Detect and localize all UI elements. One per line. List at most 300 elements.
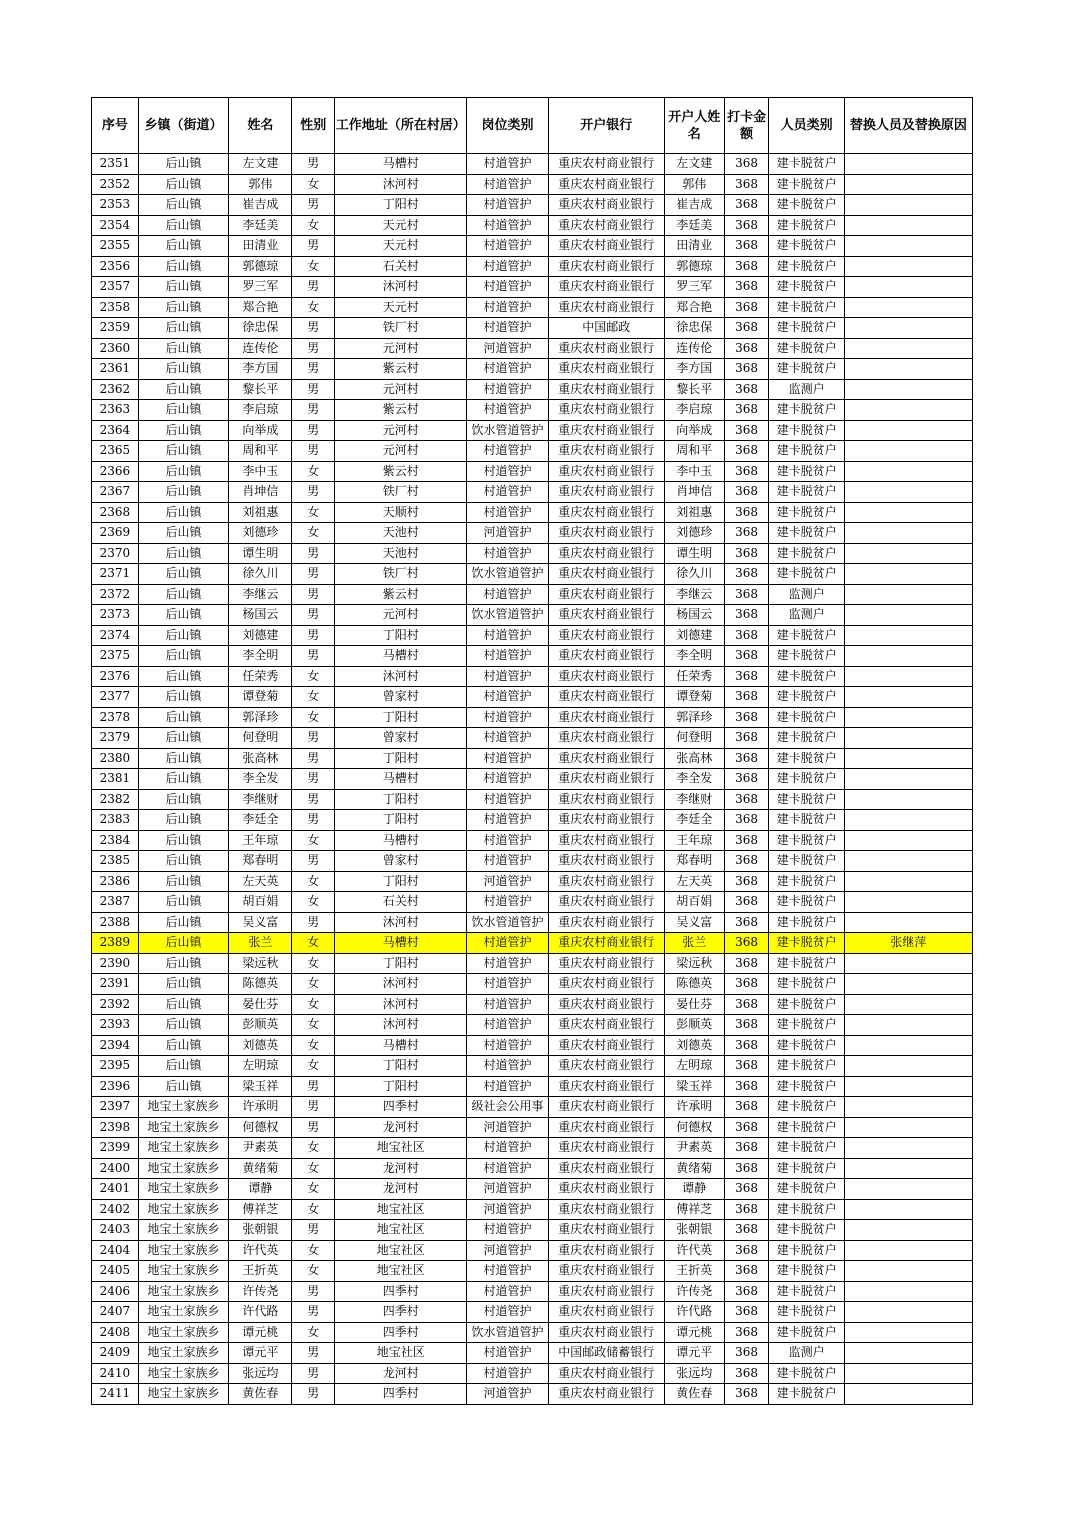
cell-replacement bbox=[844, 420, 972, 441]
cell-account-holder: 晏仕芬 bbox=[664, 994, 724, 1015]
cell-person-category: 建卡脱贫户 bbox=[769, 830, 844, 851]
cell-bank: 重庆农村商业银行 bbox=[548, 1384, 664, 1405]
cell-seq: 2390 bbox=[92, 953, 139, 974]
cell-replacement bbox=[844, 830, 972, 851]
cell-person-category: 建卡脱贫户 bbox=[769, 461, 844, 482]
cell-account-holder: 李启琼 bbox=[664, 400, 724, 421]
cell-seq: 2402 bbox=[92, 1199, 139, 1220]
cell-bank: 重庆农村商业银行 bbox=[548, 625, 664, 646]
cell-township: 后山镇 bbox=[138, 420, 229, 441]
cell-replacement bbox=[844, 1384, 972, 1405]
cell-post-type: 饮水管道管护 bbox=[467, 420, 548, 441]
cell-gender: 女 bbox=[292, 892, 335, 913]
cell-person-category: 建卡脱贫户 bbox=[769, 1322, 844, 1343]
cell-amount: 368 bbox=[724, 1138, 769, 1159]
cell-township: 地宝土家族乡 bbox=[138, 1261, 229, 1282]
cell-seq: 2382 bbox=[92, 789, 139, 810]
cell-seq: 2386 bbox=[92, 871, 139, 892]
cell-township: 后山镇 bbox=[138, 953, 229, 974]
cell-amount: 368 bbox=[724, 154, 769, 175]
cell-seq: 2411 bbox=[92, 1384, 139, 1405]
cell-bank: 重庆农村商业银行 bbox=[548, 1261, 664, 1282]
cell-seq: 2381 bbox=[92, 769, 139, 790]
cell-post-type: 村道管护 bbox=[467, 1363, 548, 1384]
cell-account-holder: 梁远秋 bbox=[664, 953, 724, 974]
table-row bbox=[92, 359, 973, 380]
cell-name: 尹素英 bbox=[229, 1138, 292, 1159]
cell-post-type: 村道管护 bbox=[467, 277, 548, 298]
cell-township: 后山镇 bbox=[138, 154, 229, 175]
cell-account-holder: 郑春明 bbox=[664, 851, 724, 872]
cell-work-address: 紫云村 bbox=[335, 359, 467, 380]
cell-amount: 368 bbox=[724, 523, 769, 544]
table-row bbox=[92, 543, 973, 564]
cell-post-type: 村道管护 bbox=[467, 359, 548, 380]
cell-post-type: 村道管护 bbox=[467, 400, 548, 421]
cell-replacement bbox=[844, 1220, 972, 1241]
cell-township: 后山镇 bbox=[138, 174, 229, 195]
cell-replacement bbox=[844, 994, 972, 1015]
cell-amount: 368 bbox=[724, 769, 769, 790]
cell-bank: 重庆农村商业银行 bbox=[548, 687, 664, 708]
cell-township: 后山镇 bbox=[138, 707, 229, 728]
cell-post-type: 村道管护 bbox=[467, 953, 548, 974]
cell-person-category: 建卡脱贫户 bbox=[769, 748, 844, 769]
cell-seq: 2370 bbox=[92, 543, 139, 564]
table-row bbox=[92, 564, 973, 585]
cell-work-address: 地宝社区 bbox=[335, 1261, 467, 1282]
cell-work-address: 沐河村 bbox=[335, 174, 467, 195]
cell-township: 后山镇 bbox=[138, 400, 229, 421]
table-row bbox=[92, 1138, 973, 1159]
cell-amount: 368 bbox=[724, 1179, 769, 1200]
cell-township: 后山镇 bbox=[138, 318, 229, 339]
cell-gender: 男 bbox=[292, 236, 335, 257]
cell-work-address: 丁阳村 bbox=[335, 871, 467, 892]
cell-seq: 2405 bbox=[92, 1261, 139, 1282]
cell-account-holder: 张兰 bbox=[664, 933, 724, 954]
cell-gender: 男 bbox=[292, 318, 335, 339]
cell-post-type: 村道管护 bbox=[467, 195, 548, 216]
cell-replacement bbox=[844, 1363, 972, 1384]
cell-work-address: 龙河村 bbox=[335, 1179, 467, 1200]
cell-work-address: 铁厂村 bbox=[335, 564, 467, 585]
cell-seq: 2383 bbox=[92, 810, 139, 831]
cell-amount: 368 bbox=[724, 584, 769, 605]
table-row bbox=[92, 1343, 973, 1364]
cell-post-type: 村道管护 bbox=[467, 748, 548, 769]
cell-post-type: 村道管护 bbox=[467, 154, 548, 175]
cell-bank: 重庆农村商业银行 bbox=[548, 400, 664, 421]
cell-account-holder: 刘德珍 bbox=[664, 523, 724, 544]
cell-gender: 女 bbox=[292, 1056, 335, 1077]
cell-account-holder: 胡百娟 bbox=[664, 892, 724, 913]
cell-post-type: 村道管护 bbox=[467, 789, 548, 810]
cell-gender: 女 bbox=[292, 297, 335, 318]
cell-post-type: 村道管护 bbox=[467, 830, 548, 851]
cell-gender: 男 bbox=[292, 1363, 335, 1384]
cell-post-type: 河道管护 bbox=[467, 1240, 548, 1261]
cell-account-holder: 罗三军 bbox=[664, 277, 724, 298]
cell-gender: 男 bbox=[292, 769, 335, 790]
cell-replacement bbox=[844, 379, 972, 400]
cell-work-address: 四季村 bbox=[335, 1281, 467, 1302]
cell-work-address: 丁阳村 bbox=[335, 810, 467, 831]
cell-township: 地宝土家族乡 bbox=[138, 1343, 229, 1364]
cell-person-category: 建卡脱贫户 bbox=[769, 359, 844, 380]
cell-work-address: 丁阳村 bbox=[335, 748, 467, 769]
table-row bbox=[92, 1056, 973, 1077]
cell-township: 后山镇 bbox=[138, 215, 229, 236]
table-row bbox=[92, 174, 973, 195]
cell-amount: 368 bbox=[724, 851, 769, 872]
cell-gender: 男 bbox=[292, 912, 335, 933]
cell-name: 郭泽珍 bbox=[229, 707, 292, 728]
cell-work-address: 天元村 bbox=[335, 297, 467, 318]
cell-account-holder: 徐忠保 bbox=[664, 318, 724, 339]
cell-post-type: 饮水管道管护 bbox=[467, 1322, 548, 1343]
cell-person-category: 建卡脱贫户 bbox=[769, 154, 844, 175]
cell-post-type: 村道管护 bbox=[467, 810, 548, 831]
cell-post-type: 河道管护 bbox=[467, 1179, 548, 1200]
cell-township: 后山镇 bbox=[138, 851, 229, 872]
cell-work-address: 元河村 bbox=[335, 420, 467, 441]
cell-person-category: 建卡脱贫户 bbox=[769, 707, 844, 728]
cell-person-category: 建卡脱贫户 bbox=[769, 666, 844, 687]
cell-bank: 重庆农村商业银行 bbox=[548, 1281, 664, 1302]
cell-bank: 重庆农村商业银行 bbox=[548, 379, 664, 400]
cell-person-category: 建卡脱贫户 bbox=[769, 892, 844, 913]
cell-name: 张高林 bbox=[229, 748, 292, 769]
cell-replacement bbox=[844, 1281, 972, 1302]
cell-post-type: 村道管护 bbox=[467, 769, 548, 790]
cell-name: 彭顺英 bbox=[229, 1015, 292, 1036]
cell-post-type: 村道管护 bbox=[467, 256, 548, 277]
cell-gender: 男 bbox=[292, 1117, 335, 1138]
cell-township: 后山镇 bbox=[138, 379, 229, 400]
cell-seq: 2363 bbox=[92, 400, 139, 421]
cell-seq: 2408 bbox=[92, 1322, 139, 1343]
cell-bank: 重庆农村商业银行 bbox=[548, 912, 664, 933]
table-row bbox=[92, 297, 973, 318]
cell-post-type: 村道管护 bbox=[467, 666, 548, 687]
cell-work-address: 马槽村 bbox=[335, 933, 467, 954]
table-row bbox=[92, 605, 973, 626]
cell-work-address: 元河村 bbox=[335, 441, 467, 462]
cell-account-holder: 陈德英 bbox=[664, 974, 724, 995]
cell-replacement bbox=[844, 1056, 972, 1077]
table-row bbox=[92, 1302, 973, 1323]
cell-work-address: 丁阳村 bbox=[335, 1056, 467, 1077]
header-township: 乡镇（街道） bbox=[138, 98, 229, 154]
cell-bank: 重庆农村商业银行 bbox=[548, 1220, 664, 1241]
cell-amount: 368 bbox=[724, 810, 769, 831]
cell-account-holder: 尹素英 bbox=[664, 1138, 724, 1159]
cell-account-holder: 李继云 bbox=[664, 584, 724, 605]
cell-seq: 2379 bbox=[92, 728, 139, 749]
cell-bank: 重庆农村商业银行 bbox=[548, 461, 664, 482]
table-row bbox=[92, 338, 973, 359]
table-row bbox=[92, 1035, 973, 1056]
cell-seq: 2393 bbox=[92, 1015, 139, 1036]
cell-replacement bbox=[844, 1322, 972, 1343]
cell-work-address: 马槽村 bbox=[335, 154, 467, 175]
cell-gender: 男 bbox=[292, 543, 335, 564]
cell-gender: 男 bbox=[292, 277, 335, 298]
cell-work-address: 四季村 bbox=[335, 1302, 467, 1323]
cell-amount: 368 bbox=[724, 277, 769, 298]
cell-name: 黄佐春 bbox=[229, 1384, 292, 1405]
cell-gender: 女 bbox=[292, 1199, 335, 1220]
header-work-address: 工作地址（所在村居） bbox=[335, 98, 467, 154]
cell-account-holder: 郭伟 bbox=[664, 174, 724, 195]
cell-name: 徐忠保 bbox=[229, 318, 292, 339]
cell-replacement bbox=[844, 1343, 972, 1364]
cell-bank: 重庆农村商业银行 bbox=[548, 482, 664, 503]
cell-replacement bbox=[844, 318, 972, 339]
cell-name: 郭伟 bbox=[229, 174, 292, 195]
cell-gender: 女 bbox=[292, 666, 335, 687]
cell-work-address: 马槽村 bbox=[335, 769, 467, 790]
cell-person-category: 建卡脱贫户 bbox=[769, 256, 844, 277]
cell-work-address: 四季村 bbox=[335, 1097, 467, 1118]
cell-replacement bbox=[844, 605, 972, 626]
cell-work-address: 天顺村 bbox=[335, 502, 467, 523]
table-row bbox=[92, 318, 973, 339]
cell-township: 地宝土家族乡 bbox=[138, 1179, 229, 1200]
cell-seq: 2353 bbox=[92, 195, 139, 216]
table-row bbox=[92, 379, 973, 400]
cell-replacement bbox=[844, 502, 972, 523]
table-row bbox=[92, 1240, 973, 1261]
cell-person-category: 建卡脱贫户 bbox=[769, 502, 844, 523]
cell-account-holder: 傅祥芝 bbox=[664, 1199, 724, 1220]
cell-work-address: 紫云村 bbox=[335, 400, 467, 421]
cell-seq: 2374 bbox=[92, 625, 139, 646]
cell-replacement bbox=[844, 1097, 972, 1118]
cell-name: 刘祖惠 bbox=[229, 502, 292, 523]
table-row bbox=[92, 256, 973, 277]
cell-gender: 男 bbox=[292, 1281, 335, 1302]
cell-township: 后山镇 bbox=[138, 1076, 229, 1097]
cell-person-category: 建卡脱贫户 bbox=[769, 1261, 844, 1282]
cell-account-holder: 李廷美 bbox=[664, 215, 724, 236]
cell-replacement bbox=[844, 256, 972, 277]
cell-account-holder: 李中玉 bbox=[664, 461, 724, 482]
cell-person-category: 建卡脱贫户 bbox=[769, 1015, 844, 1036]
cell-gender: 男 bbox=[292, 441, 335, 462]
table-row bbox=[92, 1015, 973, 1036]
cell-account-holder: 左天英 bbox=[664, 871, 724, 892]
cell-replacement bbox=[844, 1240, 972, 1261]
cell-bank: 重庆农村商业银行 bbox=[548, 810, 664, 831]
cell-person-category: 建卡脱贫户 bbox=[769, 1056, 844, 1077]
cell-replacement bbox=[844, 912, 972, 933]
cell-bank: 重庆农村商业银行 bbox=[548, 1097, 664, 1118]
cell-person-category: 监测户 bbox=[769, 1343, 844, 1364]
cell-replacement bbox=[844, 236, 972, 257]
cell-person-category: 建卡脱贫户 bbox=[769, 1117, 844, 1138]
cell-name: 何德权 bbox=[229, 1117, 292, 1138]
cell-person-category: 监测户 bbox=[769, 584, 844, 605]
cell-gender: 男 bbox=[292, 400, 335, 421]
table-row bbox=[92, 1322, 973, 1343]
cell-seq: 2378 bbox=[92, 707, 139, 728]
cell-name: 连传伦 bbox=[229, 338, 292, 359]
cell-township: 地宝土家族乡 bbox=[138, 1322, 229, 1343]
cell-replacement bbox=[844, 584, 972, 605]
cell-replacement bbox=[844, 892, 972, 913]
cell-person-category: 建卡脱贫户 bbox=[769, 728, 844, 749]
cell-replacement bbox=[844, 543, 972, 564]
cell-township: 后山镇 bbox=[138, 728, 229, 749]
cell-account-holder: 梁玉祥 bbox=[664, 1076, 724, 1097]
cell-work-address: 四季村 bbox=[335, 1322, 467, 1343]
cell-person-category: 建卡脱贫户 bbox=[769, 277, 844, 298]
cell-post-type: 村道管护 bbox=[467, 543, 548, 564]
cell-name: 张兰 bbox=[229, 933, 292, 954]
cell-amount: 368 bbox=[724, 871, 769, 892]
cell-bank: 重庆农村商业银行 bbox=[548, 974, 664, 995]
cell-name: 肖坤信 bbox=[229, 482, 292, 503]
cell-account-holder: 谭登菊 bbox=[664, 687, 724, 708]
cell-account-holder: 周和平 bbox=[664, 441, 724, 462]
cell-replacement bbox=[844, 1015, 972, 1036]
cell-gender: 男 bbox=[292, 1343, 335, 1364]
cell-gender: 男 bbox=[292, 1076, 335, 1097]
cell-replacement bbox=[844, 1261, 972, 1282]
cell-account-holder: 张高林 bbox=[664, 748, 724, 769]
cell-gender: 女 bbox=[292, 1240, 335, 1261]
cell-bank: 重庆农村商业银行 bbox=[548, 277, 664, 298]
table-row bbox=[92, 810, 973, 831]
cell-seq: 2354 bbox=[92, 215, 139, 236]
cell-name: 梁玉祥 bbox=[229, 1076, 292, 1097]
cell-post-type: 河道管护 bbox=[467, 871, 548, 892]
table-row bbox=[92, 400, 973, 421]
table-row bbox=[92, 728, 973, 749]
cell-bank: 重庆农村商业银行 bbox=[548, 933, 664, 954]
cell-work-address: 紫云村 bbox=[335, 584, 467, 605]
cell-township: 后山镇 bbox=[138, 359, 229, 380]
cell-work-address: 马槽村 bbox=[335, 646, 467, 667]
cell-bank: 重庆农村商业银行 bbox=[548, 297, 664, 318]
cell-seq: 2398 bbox=[92, 1117, 139, 1138]
cell-amount: 368 bbox=[724, 625, 769, 646]
cell-work-address: 沐河村 bbox=[335, 994, 467, 1015]
cell-person-category: 建卡脱贫户 bbox=[769, 974, 844, 995]
cell-seq: 2395 bbox=[92, 1056, 139, 1077]
cell-replacement bbox=[844, 953, 972, 974]
cell-township: 后山镇 bbox=[138, 502, 229, 523]
cell-amount: 368 bbox=[724, 666, 769, 687]
cell-account-holder: 王年琼 bbox=[664, 830, 724, 851]
cell-amount: 368 bbox=[724, 994, 769, 1015]
cell-replacement bbox=[844, 1035, 972, 1056]
cell-seq: 2377 bbox=[92, 687, 139, 708]
cell-name: 胡百娟 bbox=[229, 892, 292, 913]
cell-gender: 男 bbox=[292, 195, 335, 216]
cell-name: 李中玉 bbox=[229, 461, 292, 482]
cell-account-holder: 彭顺英 bbox=[664, 1015, 724, 1036]
cell-amount: 368 bbox=[724, 974, 769, 995]
cell-name: 谭静 bbox=[229, 1179, 292, 1200]
table-row bbox=[92, 420, 973, 441]
cell-name: 王折英 bbox=[229, 1261, 292, 1282]
table-row bbox=[92, 482, 973, 503]
cell-amount: 368 bbox=[724, 1261, 769, 1282]
cell-gender: 男 bbox=[292, 728, 335, 749]
cell-person-category: 建卡脱贫户 bbox=[769, 215, 844, 236]
cell-amount: 368 bbox=[724, 379, 769, 400]
cell-bank: 重庆农村商业银行 bbox=[548, 605, 664, 626]
cell-name: 田清业 bbox=[229, 236, 292, 257]
cell-person-category: 建卡脱贫户 bbox=[769, 297, 844, 318]
cell-amount: 368 bbox=[724, 605, 769, 626]
cell-account-holder: 郭德琼 bbox=[664, 256, 724, 277]
cell-name: 吴义富 bbox=[229, 912, 292, 933]
cell-gender: 女 bbox=[292, 994, 335, 1015]
cell-account-holder: 郭泽珍 bbox=[664, 707, 724, 728]
table-row bbox=[92, 933, 973, 954]
cell-bank: 重庆农村商业银行 bbox=[548, 1363, 664, 1384]
cell-amount: 368 bbox=[724, 297, 769, 318]
cell-township: 地宝土家族乡 bbox=[138, 1097, 229, 1118]
cell-person-category: 建卡脱贫户 bbox=[769, 1076, 844, 1097]
cell-seq: 2352 bbox=[92, 174, 139, 195]
cell-post-type: 河道管护 bbox=[467, 1117, 548, 1138]
table-row bbox=[92, 1261, 973, 1282]
cell-account-holder: 李廷全 bbox=[664, 810, 724, 831]
header-name: 姓名 bbox=[229, 98, 292, 154]
table-row bbox=[92, 215, 973, 236]
cell-work-address: 紫云村 bbox=[335, 461, 467, 482]
cell-replacement bbox=[844, 687, 972, 708]
cell-person-category: 建卡脱贫户 bbox=[769, 789, 844, 810]
cell-seq: 2384 bbox=[92, 830, 139, 851]
table-row bbox=[92, 1117, 973, 1138]
table-row bbox=[92, 1199, 973, 1220]
cell-name: 刘德珍 bbox=[229, 523, 292, 544]
header-bank: 开户银行 bbox=[548, 98, 664, 154]
cell-township: 后山镇 bbox=[138, 236, 229, 257]
cell-name: 崔吉成 bbox=[229, 195, 292, 216]
cell-township: 后山镇 bbox=[138, 748, 229, 769]
cell-amount: 368 bbox=[724, 1322, 769, 1343]
cell-bank: 重庆农村商业银行 bbox=[548, 338, 664, 359]
table-row bbox=[92, 830, 973, 851]
cell-gender: 男 bbox=[292, 379, 335, 400]
cell-amount: 368 bbox=[724, 1158, 769, 1179]
cell-bank: 重庆农村商业银行 bbox=[548, 154, 664, 175]
cell-person-category: 建卡脱贫户 bbox=[769, 1179, 844, 1200]
cell-name: 许代路 bbox=[229, 1302, 292, 1323]
table-row bbox=[92, 666, 973, 687]
cell-account-holder: 张朝银 bbox=[664, 1220, 724, 1241]
cell-person-category: 建卡脱贫户 bbox=[769, 953, 844, 974]
header-person-category: 人员类别 bbox=[769, 98, 844, 154]
cell-post-type: 饮水管道管护 bbox=[467, 605, 548, 626]
cell-replacement bbox=[844, 215, 972, 236]
cell-amount: 368 bbox=[724, 1220, 769, 1241]
cell-person-category: 建卡脱贫户 bbox=[769, 1281, 844, 1302]
cell-seq: 2361 bbox=[92, 359, 139, 380]
cell-seq: 2373 bbox=[92, 605, 139, 626]
cell-seq: 2401 bbox=[92, 1179, 139, 1200]
cell-post-type: 级社会公用事 bbox=[467, 1097, 548, 1118]
cell-township: 后山镇 bbox=[138, 195, 229, 216]
cell-township: 后山镇 bbox=[138, 441, 229, 462]
